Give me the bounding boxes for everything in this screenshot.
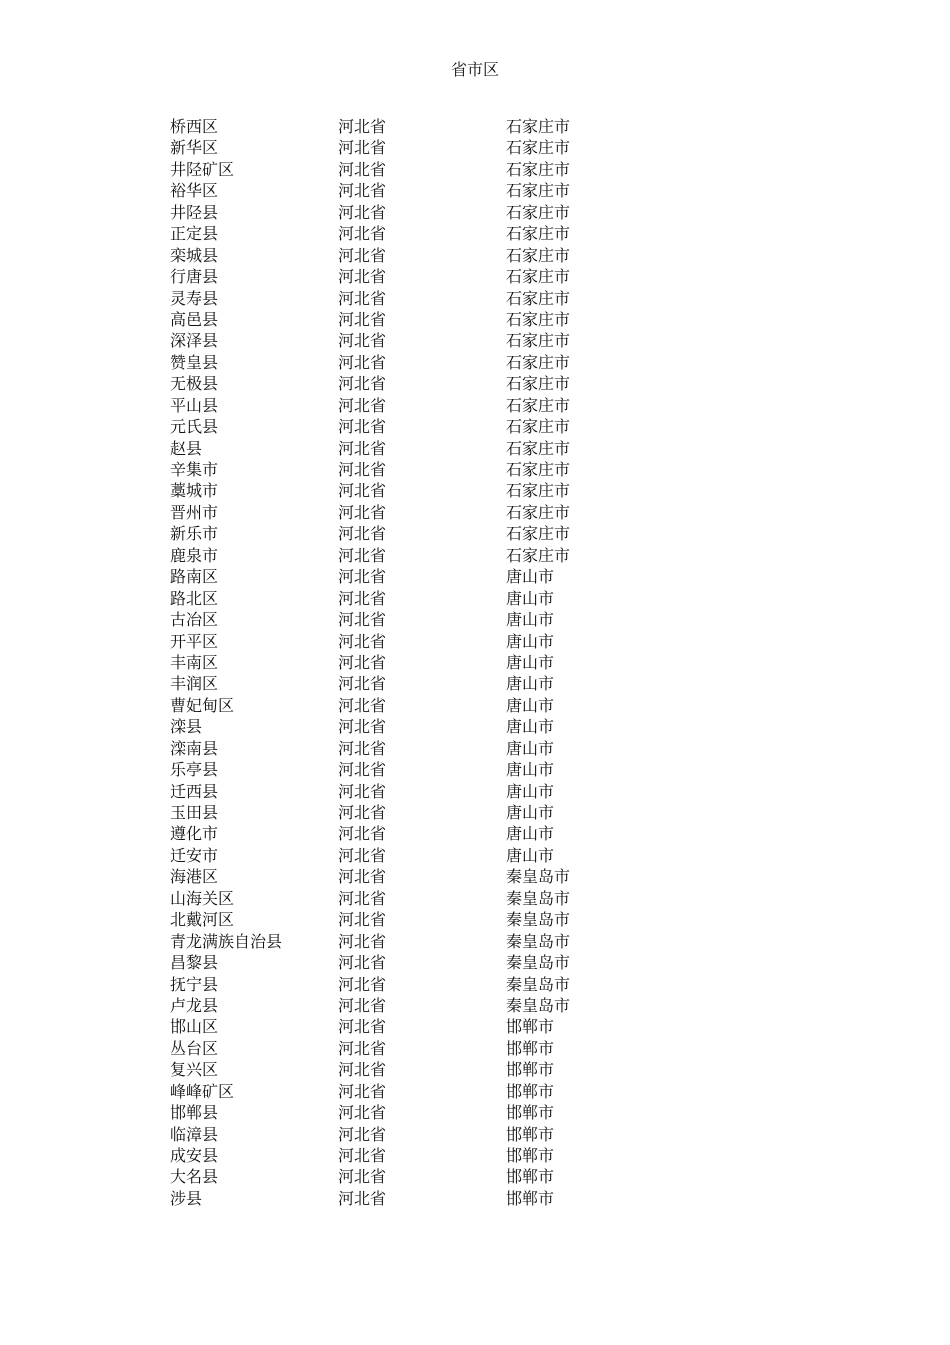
province-cell: 河北省 [338,995,387,1015]
table-row [170,631,690,652]
province-cell: 河北省 [338,567,387,587]
district-cell: 赵县 [170,438,203,458]
table-row [170,309,690,330]
province-cell: 河北省 [338,202,387,222]
table-row [170,909,690,930]
table-row [170,416,690,437]
province-cell: 河北省 [338,1060,387,1080]
province-cell: 河北省 [338,181,387,201]
table-row [170,202,690,223]
district-cell: 山海关区 [170,888,235,908]
province-cell: 河北省 [338,588,387,608]
district-cell: 新华区 [170,138,219,158]
city-cell: 秦皇岛市 [506,888,571,908]
table-row [170,1145,690,1166]
district-cell: 玉田县 [170,803,219,822]
district-cell: 开平区 [170,631,219,651]
district-cell: 邯郸县 [170,1103,219,1123]
city-cell: 唐山市 [506,717,555,737]
city-cell: 唐山市 [506,845,555,865]
table-row [170,266,690,287]
province-cell: 河北省 [338,1038,387,1058]
district-cell: 平山县 [170,395,219,415]
city-cell: 石家庄市 [506,352,571,372]
city-cell: 石家庄市 [506,331,571,351]
province-cell: 河北省 [338,460,387,479]
province-cell: 河北省 [338,138,387,158]
city-cell: 唐山市 [506,738,555,758]
district-cell: 丰润区 [170,674,219,694]
province-cell: 河北省 [338,352,387,372]
province-cell: 河北省 [338,953,387,973]
table-row [170,116,690,137]
district-cell: 成安县 [170,1146,219,1165]
province-cell: 河北省 [338,159,387,179]
district-cell: 卢龙县 [170,995,219,1015]
city-cell: 唐山市 [506,610,555,630]
table-row [170,159,690,180]
province-cell: 河北省 [338,1124,387,1144]
city-cell: 唐山市 [506,760,555,780]
province-cell: 河北省 [338,502,387,522]
district-cell: 藁城市 [170,481,219,501]
table-row [170,802,690,823]
city-cell: 石家庄市 [506,438,571,458]
province-cell: 河北省 [338,717,387,737]
table-row [170,1059,690,1080]
district-cell: 邯山区 [170,1017,219,1037]
city-cell: 邯郸市 [506,1167,555,1187]
province-cell: 河北省 [338,738,387,758]
province-cell: 河北省 [338,652,387,672]
province-cell: 河北省 [338,781,387,801]
district-cell: 元氏县 [170,417,219,437]
city-cell: 唐山市 [506,781,555,801]
table-row [170,952,690,973]
table-row [170,502,690,523]
province-cell: 河北省 [338,760,387,780]
city-cell: 石家庄市 [506,374,571,394]
province-cell: 河北省 [338,267,387,287]
city-cell: 石家庄市 [506,224,571,244]
city-cell: 唐山市 [506,803,555,822]
district-cell: 昌黎县 [170,953,219,973]
table-row [170,1124,690,1145]
table-row [170,330,690,351]
province-cell: 河北省 [338,545,387,565]
city-cell: 石家庄市 [506,159,571,179]
district-cell: 井陉矿区 [170,159,235,179]
table-row [170,545,690,566]
table-row [170,1166,690,1187]
city-cell: 秦皇岛市 [506,995,571,1015]
city-cell: 唐山市 [506,674,555,694]
table-row [170,866,690,887]
district-cell: 北戴河区 [170,910,235,930]
city-cell: 石家庄市 [506,502,571,522]
table-row [170,695,690,716]
city-cell: 石家庄市 [506,117,571,136]
city-cell: 石家庄市 [506,181,571,201]
table-row [170,974,690,995]
province-cell: 河北省 [338,674,387,694]
province-cell: 河北省 [338,438,387,458]
table-row [170,1038,690,1059]
district-cell: 行唐县 [170,267,219,287]
city-cell: 石家庄市 [506,524,571,544]
city-cell: 石家庄市 [506,395,571,415]
table-row [170,438,690,459]
city-cell: 邯郸市 [506,1081,555,1101]
province-cell: 河北省 [338,1188,387,1208]
city-cell: 邯郸市 [506,1060,555,1080]
district-cell: 海港区 [170,867,219,887]
district-cell: 路南区 [170,567,219,587]
city-cell: 邯郸市 [506,1103,555,1123]
province-cell: 河北省 [338,1146,387,1165]
province-cell: 河北省 [338,910,387,930]
table-row [170,931,690,952]
table-row [170,609,690,630]
table-row [170,845,690,866]
city-cell: 石家庄市 [506,545,571,565]
table-row [170,1016,690,1037]
table-row [170,588,690,609]
province-cell: 河北省 [338,824,387,844]
province-cell: 河北省 [338,1103,387,1123]
district-cell: 丛台区 [170,1038,219,1058]
table-row [170,395,690,416]
province-cell: 河北省 [338,1017,387,1037]
table-row [170,673,690,694]
city-cell: 秦皇岛市 [506,953,571,973]
table-row [170,245,690,266]
city-cell: 石家庄市 [506,481,571,501]
table-row [170,995,690,1016]
province-cell: 河北省 [338,374,387,394]
district-cell: 鹿泉市 [170,545,219,565]
district-cell: 辛集市 [170,460,219,479]
table-row [170,480,690,501]
province-cell: 河北省 [338,1081,387,1101]
district-cell: 裕华区 [170,181,219,201]
page-title: 省市区 [450,60,499,79]
province-cell: 河北省 [338,331,387,351]
province-cell: 河北省 [338,309,387,329]
district-cell: 抚宁县 [170,974,219,994]
district-cell: 路北区 [170,588,219,608]
district-cell: 栾城县 [170,245,219,265]
city-cell: 石家庄市 [506,288,571,308]
table-row [170,1102,690,1123]
district-cell: 曹妃甸区 [170,695,235,715]
city-cell: 唐山市 [506,652,555,672]
district-cell: 大名县 [170,1167,219,1187]
province-cell: 河北省 [338,224,387,244]
table-row [170,566,690,587]
district-cell: 遵化市 [170,824,219,844]
table-row [170,716,690,737]
district-cell: 迁西县 [170,781,219,801]
province-cell: 河北省 [338,245,387,265]
province-cell: 河北省 [338,610,387,630]
district-cell: 滦南县 [170,738,219,758]
province-cell: 河北省 [338,867,387,887]
province-cell: 河北省 [338,417,387,437]
city-cell: 邯郸市 [506,1124,555,1144]
city-cell: 秦皇岛市 [506,910,571,930]
city-cell: 秦皇岛市 [506,867,571,887]
city-cell: 唐山市 [506,588,555,608]
city-cell: 唐山市 [506,567,555,587]
city-cell: 邯郸市 [506,1038,555,1058]
district-cell: 正定县 [170,224,219,244]
province-cell: 河北省 [338,481,387,501]
table-row [170,180,690,201]
district-cell: 无极县 [170,374,219,394]
table-row [170,223,690,244]
table-row [170,137,690,158]
district-cell: 丰南区 [170,652,219,672]
city-cell: 秦皇岛市 [506,974,571,994]
district-cell: 高邑县 [170,309,219,329]
city-cell: 石家庄市 [506,267,571,287]
district-cell: 灵寿县 [170,288,219,308]
table-row [170,352,690,373]
district-cell: 桥西区 [170,117,219,136]
table-row [170,1188,690,1209]
district-cell: 赞皇县 [170,352,219,372]
city-cell: 石家庄市 [506,138,571,158]
province-cell: 河北省 [338,395,387,415]
district-cell: 复兴区 [170,1060,219,1080]
province-cell: 河北省 [338,974,387,994]
province-cell: 河北省 [338,288,387,308]
table-row [170,652,690,673]
table-row [170,823,690,844]
city-cell: 石家庄市 [506,309,571,329]
table-row [170,373,690,394]
district-cell: 晋州市 [170,502,219,522]
province-cell: 河北省 [338,695,387,715]
table-row [170,888,690,909]
city-cell: 邯郸市 [506,1188,555,1208]
district-cell: 临漳县 [170,1124,219,1144]
city-cell: 石家庄市 [506,245,571,265]
province-cell: 河北省 [338,117,387,136]
city-cell: 秦皇岛市 [506,931,571,951]
district-cell: 峰峰矿区 [170,1081,235,1101]
district-cell: 深泽县 [170,331,219,351]
table-row [170,759,690,780]
table-row [170,1081,690,1102]
region-table [170,116,690,1209]
district-cell: 井陉县 [170,202,219,222]
city-cell: 石家庄市 [506,202,571,222]
province-cell: 河北省 [338,845,387,865]
table-row [170,738,690,759]
city-cell: 唐山市 [506,631,555,651]
province-cell: 河北省 [338,1167,387,1187]
table-row [170,781,690,802]
province-cell: 河北省 [338,524,387,544]
city-cell: 邯郸市 [506,1017,555,1037]
city-cell: 唐山市 [506,824,555,844]
district-cell: 迁安市 [170,845,219,865]
city-cell: 石家庄市 [506,417,571,437]
city-cell: 唐山市 [506,695,555,715]
district-cell: 滦县 [170,717,203,737]
province-cell: 河北省 [338,803,387,822]
district-cell: 乐亭县 [170,760,219,780]
table-row [170,459,690,480]
city-cell: 石家庄市 [506,460,571,479]
table-row [170,288,690,309]
province-cell: 河北省 [338,931,387,951]
table-row [170,523,690,544]
district-cell: 青龙满族自治县 [170,931,283,951]
city-cell: 邯郸市 [506,1146,555,1165]
district-cell: 新乐市 [170,524,219,544]
district-cell: 古冶区 [170,610,219,630]
province-cell: 河北省 [338,888,387,908]
district-cell: 涉县 [170,1188,203,1208]
province-cell: 河北省 [338,631,387,651]
